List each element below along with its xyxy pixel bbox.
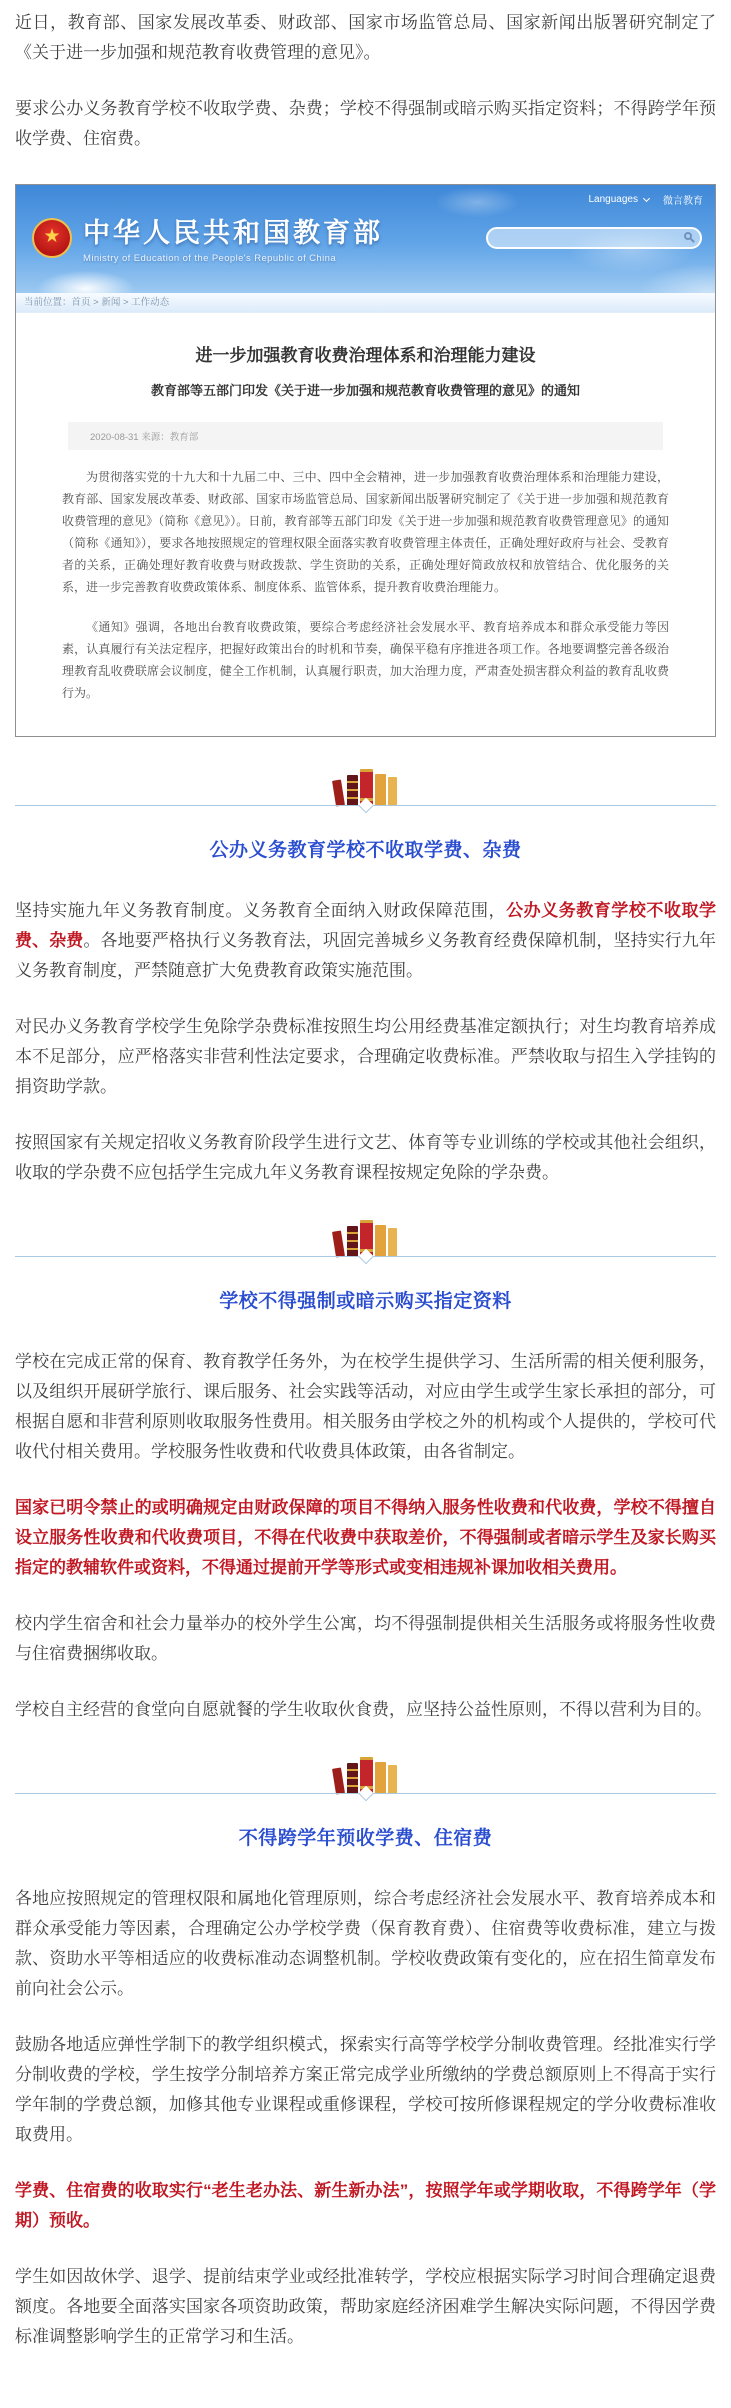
section-divider-3	[15, 1757, 716, 1807]
wechat-account-link[interactable]: 微言教育	[663, 196, 703, 207]
site-title-en: Ministry of Education of the People's Republic of China	[83, 253, 336, 264]
section-divider-1	[15, 769, 716, 819]
book-spine-icon	[388, 1228, 397, 1257]
book-spine-icon	[388, 1765, 397, 1794]
article-paragraph: 《通知》强调，各地出台教育收费政策，要综合考虑经济社会发展水平、教育培养成本和群众承受能力等因素，认真履行有关法定程序，把握好政策出台的时机和节奏，确保平稳有序推进各项工作。各地要调整完善各级治理教育乱收费联席会议制度，健全工作机制，认真履行职责，加大治理力度，严肃查处损害群众利益的教育乱收费行为。	[62, 620, 669, 700]
site-titles	[83, 211, 383, 264]
search-icon[interactable]	[684, 232, 692, 240]
divider-rule	[15, 805, 716, 819]
book-spine-icon	[332, 1767, 345, 1794]
text-segment: 坚持实施九年义务教育制度。义务教育全面纳入财政保障范围，	[15, 901, 507, 920]
section3-paragraph-4: 学生如因故休学、退学、提前结束学业或经批准转学，学校应根据实际学习时间合理确定退费额度。各地要全面落实国家各项资助政策，帮助家庭经济困难学生解决实际问题，不得因学费标准调整影响学生的正常学习和生活。	[15, 2267, 716, 2346]
star-icon: ★	[43, 226, 61, 247]
book-spine-icon	[375, 1225, 386, 1257]
article-title: 进一步加强教育收费治理体系和治理能力建设	[195, 346, 536, 365]
section-heading-3: 不得跨学年预收学费、住宿费	[238, 1828, 493, 1849]
site-title-cn: 中华人民共和国教育部	[83, 218, 383, 248]
book-spine-icon	[347, 1226, 358, 1257]
moe-site-header	[16, 185, 715, 293]
section2-paragraph-1: 学校在完成正常的保育、教育教学任务外，为在校学生提供学习、生活所需的相关便利服务，以及组织开展研学旅行、课后服务、社会实践等活动，对应由学生或学生家长承担的部分，可根据自愿和非营利原则收取服务性费用。相关服务由学校之外的机构或个人提供的，学校可代收代付相关费用。学校服务性收费和代收费具体政策，由各省制定。	[15, 1352, 716, 1461]
book-spine-icon	[332, 1230, 345, 1257]
text-segment: 。各地要严格执行义务教育法，巩固完善城乡义务教育经费保障机制，坚持实行九年义务教育制度，严禁随意扩大免费教育政策实施范围。	[15, 931, 717, 980]
intro-paragraph-1: 近日，教育部、国家发展改革委、财政部、国家市场监管总局、国家新闻出版署研究制定了《关于进一步加强和规范教育收费管理的意见》。	[15, 13, 716, 62]
book-spine-icon	[388, 777, 397, 806]
section-heading-2: 学校不得强制或暗示购买指定资料	[219, 1291, 512, 1312]
book-spine-icon	[375, 1762, 386, 1794]
breadcrumb[interactable]: 当前位置：首页 > 新闻 > 工作动态	[16, 293, 715, 313]
section2-paragraph-4: 学校自主经营的食堂向自愿就餐的学生收取伙食费，应坚持公益性原则，不得以营利为目的。	[15, 1700, 712, 1719]
languages-link[interactable]: Languages	[588, 194, 638, 205]
national-emblem-icon	[32, 218, 72, 258]
article-paragraph: 为贯彻落实党的十九大和十九届二中、三中、四中全会精神，进一步加强教育收费治理体系和治理能力建设，教育部、国家发展改革委、财政部、国家市场监管总局、国家新闻出版署研究制定了《关于进一步加强和规范教育收费管理的意见》（简称《意见》）。日前，教育部等五部门印发《关于进一步加强和规范教育收费管理意见》的通知（简称《通知》），要求各地按照规定的管理权限全面落实教育收费管理主体责任，正确处理好政府与社会、受教育者的关系，正确处理好教育收费与财政拨款、学生资助的关系，正确处理好简政放权和放管结合、优化服务的关系，进一步完善教育收费政策体系、制度体系、监管体系，提升教育收费治理能力。	[62, 470, 669, 594]
section3-paragraph-3-red: 学费、住宿费的收取实行“老生老办法、新生新办法”，按照学年或学期收取，不得跨学年（学期）预收。	[15, 2181, 716, 2230]
divider-rule	[15, 1256, 716, 1270]
search-input[interactable]	[486, 227, 702, 249]
book-spine-icon	[332, 779, 345, 806]
book-spine-icon	[375, 774, 386, 806]
section3-paragraph-2: 鼓励各地适应弹性学制下的教学组织模式，探索实行高等学校学分制收费管理。经批准实行学分制收费的学校，学生按学分制培养方案正常完成学业所缴纳的学费总额原则上不得高于实行学年制的学费总额，加修其他专业课程或重修课程，学校可按所修课程规定的学分收费标准收取费用。	[15, 2035, 716, 2144]
section-heading-1: 公办义务教育学校不收取学费、杂费	[209, 840, 522, 861]
section2-paragraph-2-red: 国家已明令禁止的或明确规定由财政保障的项目不得纳入服务性收费和代收费，学校不得擅自设立服务性收费和代收费项目，不得在代收费中获取差价，不得强制或者暗示学生及家长购买指定的教辅软件或资料，不得通过提前开学等形式或变相违规补课加收相关费用。	[15, 1498, 716, 1577]
section1-paragraph-1	[15, 896, 716, 986]
intro-paragraph-2: 要求公办义务教育学校不收取学费、杂费；学校不得强制或暗示购买指定资料；不得跨学年预收学费、住宿费。	[15, 99, 716, 148]
text-segment-red: 公办义务教育学校不收取学费、杂费	[15, 901, 717, 950]
divider-rule	[15, 1793, 716, 1807]
article-meta: 2020-08-31 来源：教育部	[68, 422, 663, 450]
moe-article-body	[16, 313, 715, 736]
section2-paragraph-3: 校内学生宿舍和社会力量举办的校外学生公寓，均不得强制提供相关生活服务或将服务性收费与住宿费捆绑收取。	[15, 1614, 716, 1663]
book-spine-icon	[347, 775, 358, 806]
section1-paragraph-3: 按照国家有关规定招收义务教育阶段学生进行文艺、体育等专业训练的学校或其他社会组织，收取的学杂费不应包括学生完成九年义务教育课程按规定免除的学杂费。	[15, 1133, 716, 1182]
chevron-down-icon	[643, 195, 650, 202]
article-subtitle: 教育部等五部门印发《关于进一步加强和规范教育收费管理的意见》的通知	[150, 382, 580, 398]
section1-paragraph-2: 对民办义务教育学校学生免除学杂费标准按照生均公用经费基准定额执行；对生均教育培养成本不足部分，应严格落实非营利性法定要求，合理确定收费标准。严禁收取与招生入学挂钩的捐资助学款。	[15, 1017, 716, 1096]
header-top-links	[589, 192, 704, 207]
book-spine-icon	[347, 1763, 358, 1794]
section-divider-2	[15, 1220, 716, 1270]
site-brand	[32, 211, 383, 264]
moe-website-screenshot	[15, 184, 716, 737]
section3-paragraph-1: 各地应按照规定的管理权限和属地化管理原则，综合考虑经济社会发展水平、教育培养成本和群众承受能力等因素，合理确定公办学校学费（保育教育费）、住宿费等收费标准，建立与拨款、资助水平等相适应的收费标准动态调整机制。学校收费政策有变化的，应在招生简章发布前向社会公示。	[15, 1889, 716, 1998]
